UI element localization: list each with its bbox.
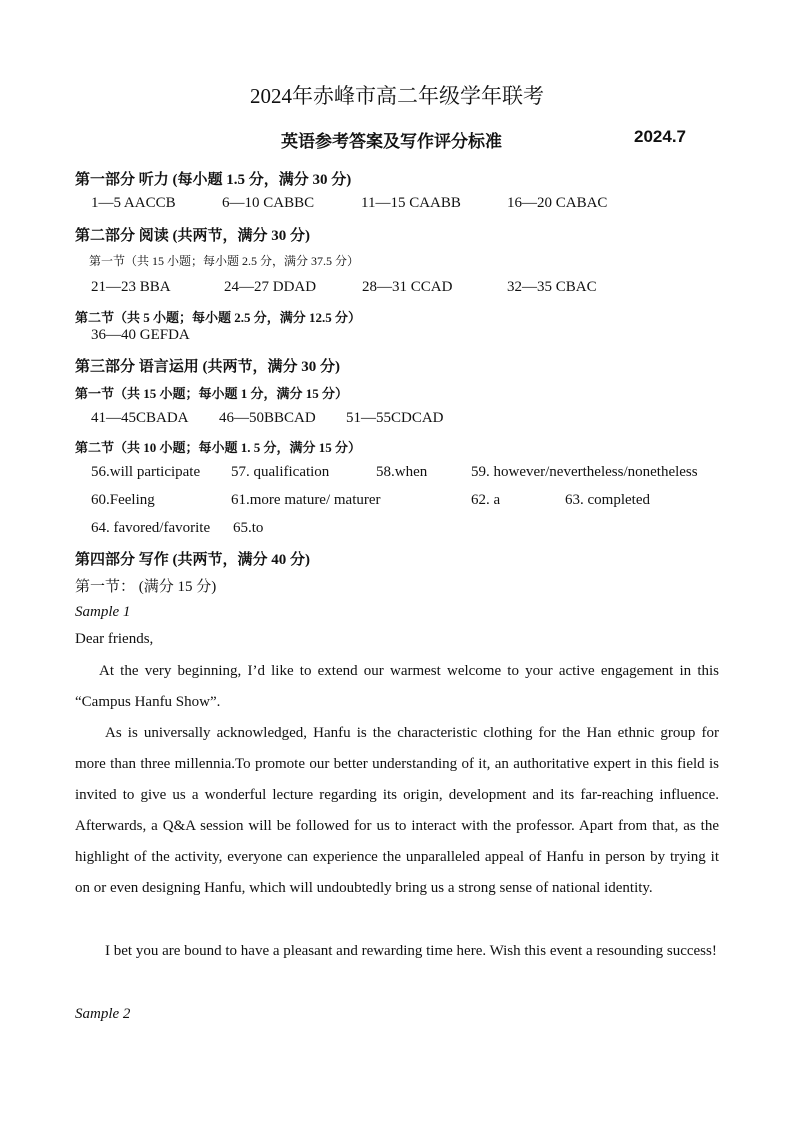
part4-section1-heading: 第一节： (满分 15 分) bbox=[75, 579, 217, 595]
salutation: Dear friends, bbox=[75, 631, 154, 647]
page-subtitle: 英语参考答案及写作评分标准 bbox=[281, 132, 502, 151]
answer-group: 41—45CBADA bbox=[91, 410, 189, 426]
answer-group: 11—15 CAABB bbox=[361, 195, 461, 211]
answer-item: 58.when bbox=[376, 464, 428, 480]
essay-paragraph: At the very beginning, I’d like to extend our warmest welcome to your active engagement in this “Campus Hanfu Show”. bbox=[75, 663, 719, 710]
part2-section1-heading: 第一节（共 15 小题；每小题 2.5 分，满分 37.5 分） bbox=[89, 254, 360, 268]
part2-heading: 第二部分 阅读 (共两节，满分 30 分) bbox=[75, 228, 310, 244]
answer-item: 57. qualification bbox=[231, 464, 330, 480]
part3-heading: 第三部分 语言运用 (共两节，满分 30 分) bbox=[75, 359, 340, 375]
answer-group: 51—55CDCAD bbox=[346, 410, 444, 426]
answer-group: 6—10 CABBC bbox=[222, 195, 315, 211]
answer-item: 62. a bbox=[471, 492, 501, 508]
answer-item: 64. favored/favorite bbox=[91, 520, 211, 536]
answer-group: 32—35 CBAC bbox=[507, 279, 597, 295]
answer-item: 65.to bbox=[233, 520, 264, 536]
answer-item: 59. however/nevertheless/nonetheless bbox=[471, 464, 698, 480]
answer-group: 36—40 GEFDA bbox=[91, 327, 190, 343]
answer-item: 60.Feeling bbox=[91, 492, 155, 508]
sample2-label: Sample 2 bbox=[75, 1006, 131, 1022]
part3-section2-heading: 第二节（共 10 小题；每小题 1. 5 分，满分 15 分） bbox=[75, 440, 362, 455]
document-date: 2024.7 bbox=[634, 127, 686, 146]
essay-paragraph: I bet you are bound to have a pleasant and rewarding time here. Wish this event a resounding success! bbox=[105, 943, 717, 959]
answer-item: 63. completed bbox=[565, 492, 650, 508]
part2-section2-heading: 第二节（共 5 小题；每小题 2.5 分，满分 12.5 分） bbox=[75, 310, 362, 325]
answer-group: 24—27 DDAD bbox=[224, 279, 317, 295]
part3-section1-heading: 第一节（共 15 小题；每小题 1 分，满分 15 分） bbox=[75, 386, 349, 401]
answer-group: 1—5 AACCB bbox=[91, 195, 176, 211]
answer-group: 28—31 CCAD bbox=[362, 279, 453, 295]
part4-heading: 第四部分 写作 (共两节，满分 40 分) bbox=[75, 552, 310, 568]
answer-group: 16—20 CABAC bbox=[507, 195, 608, 211]
answer-item: 61.more mature/ maturer bbox=[231, 492, 381, 508]
answer-group: 21—23 BBA bbox=[91, 279, 171, 295]
sample1-label: Sample 1 bbox=[75, 604, 131, 620]
page-title: 2024年赤峰市高二年级学年联考 bbox=[250, 84, 544, 108]
essay-paragraph: As is universally acknowledged, Hanfu is the characteristic clothing for the Han ethnic group for more than three millennia.To promote our better understanding of it, an authoritative expert in this field is invited to give us a wonderful lecture regarding its origin, development and its far-reaching influence. Afterwards, a Q&A session will be followed for us to interact with the professor. Apart from that, as the highlight of the activity, everyone can experience the unparalleled appeal of Hanfu in person by trying it on or even designing Hanfu, which will undoubtedly bring us a strong sense of national identity. bbox=[75, 725, 719, 896]
part1-heading: 第一部分 听力 (每小题 1.5 分，满分 30 分) bbox=[75, 172, 352, 188]
answer-group: 46—50BBCAD bbox=[219, 410, 316, 426]
answer-item: 56.will participate bbox=[91, 464, 201, 480]
